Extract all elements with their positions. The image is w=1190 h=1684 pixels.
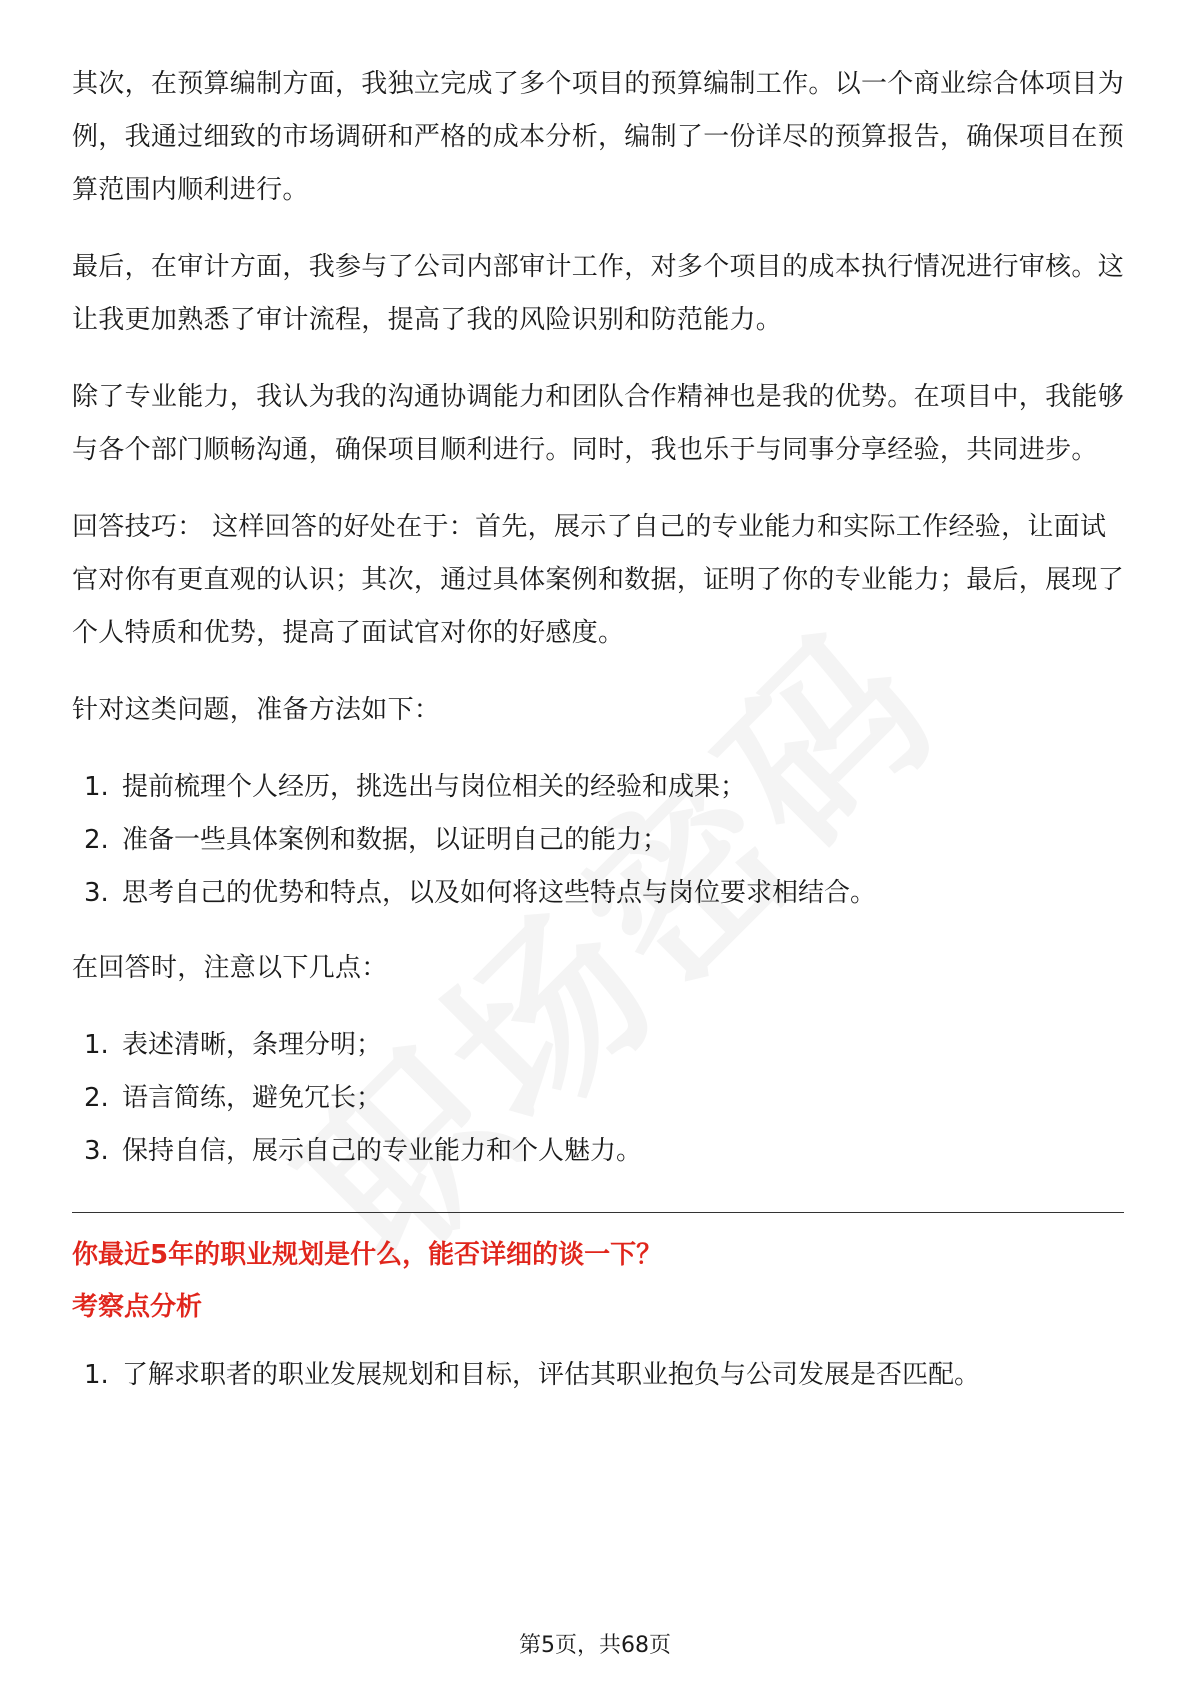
list-number: 1. [84,1030,109,1060]
list-item [72,1072,1124,1125]
list-text: 表述清晰，条理分明； [122,1030,383,1060]
list-item [72,761,1124,814]
list-number: 1. [84,772,109,802]
list-text: 思考自己的优势和特点，以及如何将这些特点与岗位要求相结合。 [122,878,877,908]
section-divider [72,1212,1124,1213]
paragraph-budget: 其次，在预算编制方面，我独立完成了多个项目的预算编制工作。以一个商业综合体项目为例，我通过细致的市场调研和严格的成本分析，编制了一份详尽的预算报告，确保项目在预算范围内顺利进行。 [72,69,1125,205]
list-item [72,1125,1124,1178]
list-text: 语言简练，避免冗长； [122,1083,383,1113]
paragraph-soft-skills: 除了专业能力，我认为我的沟通协调能力和团队合作精神也是我的优势。在项目中，我能够与各个部门顺畅沟通，确保项目顺利进行。同时，我也乐于与同事分享经验，共同进步。 [72,382,1125,465]
attention-list [72,1019,1124,1178]
list-text: 了解求职者的职业发展规划和目标，评估其职业抱负与公司发展是否匹配。 [122,1360,981,1390]
question-heading: 你最近5年的职业规划是什么，能否详细的谈一下？ [72,1240,663,1270]
analysis-subheading: 考察点分析 [72,1292,203,1322]
paragraph-attention-intro: 在回答时，注意以下几点： [72,953,388,983]
list-item [72,867,1124,920]
analysis-list [72,1349,1124,1402]
list-item [72,1019,1124,1072]
list-text: 保持自信，展示自己的专业能力和个人魅力。 [122,1136,643,1166]
paragraph-answer-tips: 回答技巧： 这样回答的好处在于：首先，展示了自己的专业能力和实际工作经验，让面试官对你有更直观的认识；其次，通过具体案例和数据，证明了你的专业能力；最后，展现了个人特质和优势，提高了面试官对你的好感度。 [72,512,1125,648]
document-page [72,58,1124,1424]
list-item [72,814,1124,867]
list-number: 2. [84,1083,109,1113]
page-footer: 第5页，共68页 [519,1633,671,1658]
list-number: 3. [84,878,109,908]
paragraph-audit: 最后，在审计方面，我参与了公司内部审计工作，对多个项目的成本执行情况进行审核。这让我更加熟悉了审计流程，提高了我的风险识别和防范能力。 [72,252,1125,335]
list-number: 1. [84,1360,109,1390]
list-item [72,1349,1124,1402]
paragraph-prep-intro: 针对这类问题，准备方法如下： [72,695,441,725]
list-text: 准备一些具体案例和数据，以证明自己的能力； [122,825,669,855]
prep-list [72,761,1124,920]
list-number: 3. [84,1136,109,1166]
list-number: 2. [84,825,109,855]
list-text: 提前梳理个人经历，挑选出与岗位相关的经验和成果； [122,772,747,802]
